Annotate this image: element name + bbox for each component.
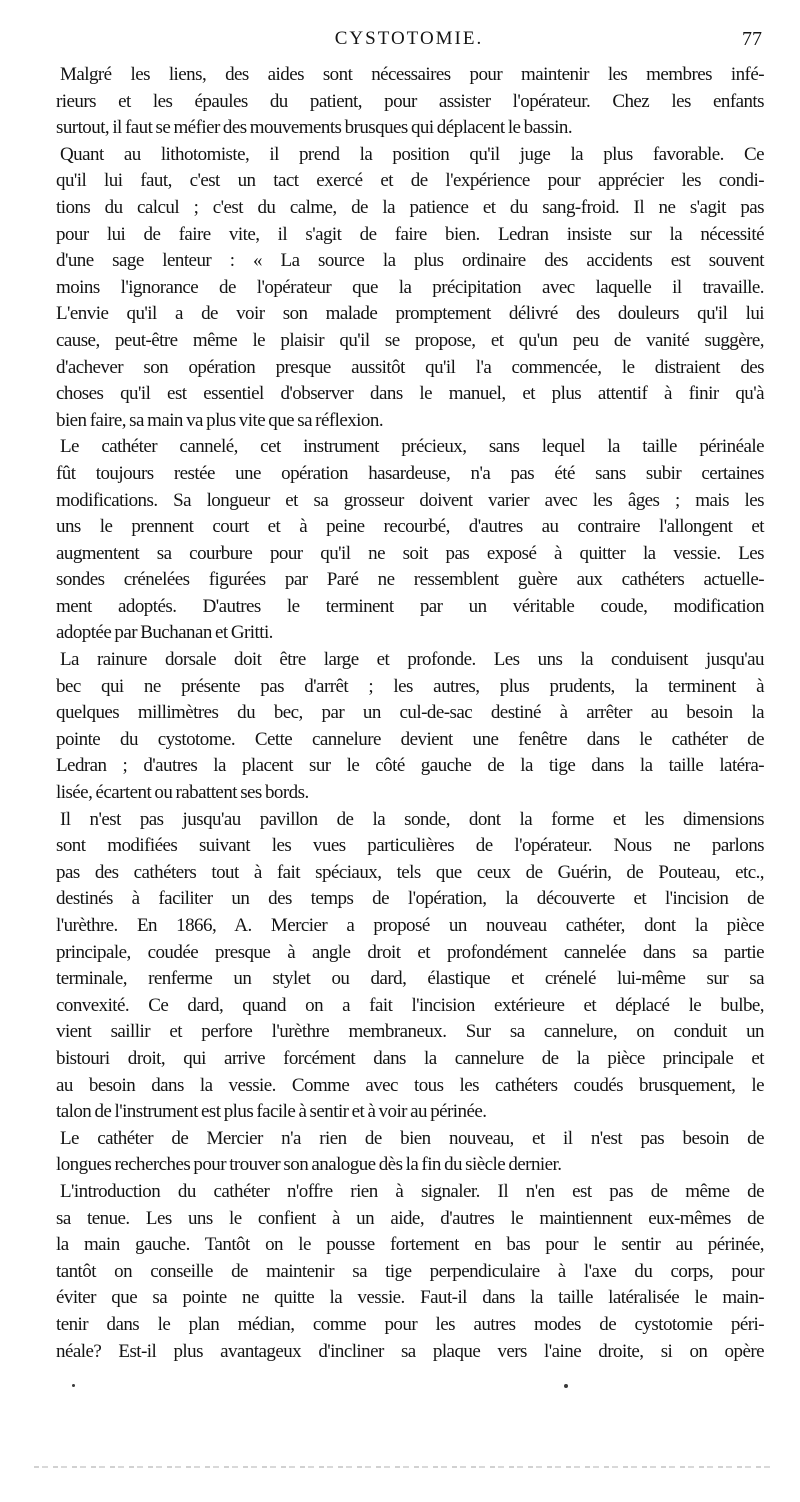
- running-title: CYSTOTOMIE.: [334, 28, 484, 49]
- text-line: Il n'est pas jusqu'au pavillon de la sonde, dont la forme et les dimensions: [60, 808, 764, 830]
- text-line: sondes crénelées figurées par Paré ne ressemblent guère aux cathéters actuelle-: [56, 569, 764, 591]
- text-line: augmentent sa courbure pour qu'il ne soit pas exposé à quitter la vessie. Les: [56, 542, 764, 564]
- text-line: destinés à faciliter un des temps de l'opération, la découverte et l'incision de: [56, 888, 764, 910]
- text-line: d'achever son opération presque aussitôt qu'il l'a commencée, le distraient des: [56, 356, 764, 378]
- text-line: terminale, renferme un stylet ou dard, élastique et crénelé lui-même sur sa: [56, 968, 764, 990]
- paragraph-3: [56, 434, 764, 647]
- paragraph-6: [56, 1126, 764, 1179]
- text-line: ment adoptés. D'autres le terminent par un véritable coude, modification: [56, 595, 764, 617]
- text-line: L'introduction du cathéter n'offre rien à signaler. Il n'en est pas de même de: [60, 1180, 764, 1202]
- text-line: L'envie qu'il a de voir son malade promptement délivré des douleurs qu'il lui: [56, 303, 764, 325]
- print-speck: [72, 1384, 75, 1387]
- text-line: pour lui de faire vite, il s'agit de faire bien. Ledran insiste sur la nécessité: [56, 223, 764, 245]
- page-number: 77: [742, 28, 762, 50]
- text-line: uns le prennent court et à peine recourbé, d'autres au contraire l'allongent et: [56, 516, 764, 538]
- paragraph-2: [56, 142, 764, 435]
- text-line: modifications. Sa longueur et sa grosseur doivent varier avec les âges ; mais les: [56, 489, 764, 511]
- text-line: vient saillir et perfore l'urèthre membraneux. Sur sa cannelure, on conduit un: [56, 1021, 764, 1043]
- text-line: choses qu'il est essentiel d'observer dans le manuel, et plus attentif à finir qu'à: [56, 383, 764, 405]
- text-line: surtout, il faut se méfier des mouvements brusques qui déplacent le bassin.: [56, 117, 573, 139]
- paragraph-1: [56, 62, 764, 142]
- text-line: pointe du cystotome. Cette cannelure devient une fenêtre dans le cathéter de: [56, 728, 764, 750]
- text-line: tantôt on conseille de maintenir sa tige perpendiculaire à l'axe du corps, pour: [56, 1260, 764, 1282]
- text-line: longues recherches pour trouver son analogue dès la fin du siècle dernier.: [56, 1154, 562, 1176]
- text-line: Quant au lithotomiste, il prend la position qu'il juge la plus favorable. Ce: [60, 143, 764, 165]
- text-line: sont modifiées suivant les vues particulières de l'opérateur. Nous ne parlons: [56, 835, 764, 857]
- print-speck: [564, 1384, 568, 1388]
- paragraph-4: [56, 647, 764, 807]
- body-text: [56, 62, 764, 1365]
- text-line: Le cathéter cannelé, cet instrument précieux, sans lequel la taille périnéale: [60, 436, 764, 458]
- text-line: bec qui ne présente pas d'arrêt ; les autres, plus prudents, la terminent à: [56, 675, 764, 697]
- text-line: principale, coudée presque à angle droit et profondément cannelée dans sa partie: [56, 941, 764, 963]
- text-line: talon de l'instrument est plus facile à sentir et à voir au périnée.: [56, 1101, 487, 1123]
- text-line: moins l'ignorance de l'opérateur que la précipitation avec laquelle il travaille.: [56, 276, 764, 298]
- text-line: pas des cathéters tout à fait spéciaux, tels que ceux de Guérin, de Pouteau, etc.,: [56, 861, 764, 883]
- text-line: bistouri droit, qui arrive forcément dans la cannelure de la pièce principale et: [56, 1047, 764, 1069]
- paragraph-5: [56, 807, 764, 1126]
- text-line: lisée, écartent ou rabattent ses bords.: [56, 782, 309, 804]
- text-line: Ledran ; d'autres la placent sur le côté gauche de la tige dans la taille latéra-: [56, 755, 764, 777]
- bottom-bleed-through: [34, 1466, 774, 1468]
- text-line: la main gauche. Tantôt on le pousse fortement en bas pour le sentir au périnée,: [56, 1234, 764, 1256]
- text-line: sa tenue. Les uns le confient à un aide, d'autres le maintiennent eux-mêmes de: [56, 1207, 764, 1229]
- text-line: La rainure dorsale doit être large et profonde. Les uns la conduisent jusqu'au: [60, 649, 764, 671]
- text-line: l'urèthre. En 1866, A. Mercier a proposé un nouveau cathéter, dont la pièce: [56, 915, 764, 936]
- text-line: Malgré les liens, des aides sont nécessaires pour maintenir les membres infé-: [60, 64, 764, 85]
- text-line: adoptée par Buchanan et Gritti.: [56, 622, 273, 644]
- text-line: d'une sage lenteur : « La source la plus ordinaire des accidents est souvent: [56, 250, 764, 272]
- text-line: fût toujours restée une opération hasardeuse, n'a pas été sans subir certaines: [56, 462, 764, 484]
- text-line: convexité. Ce dard, quand on a fait l'incision extérieure et déplacé le bulbe,: [56, 994, 764, 1016]
- text-line: Le cathéter de Mercier n'a rien de bien nouveau, et il n'est pas besoin de: [60, 1127, 764, 1149]
- text-line: tions du calcul ; c'est du calme, de la patience et du sang-froid. Il ne s'agit pas: [56, 196, 764, 218]
- text-line: bien faire, sa main va plus vite que sa réflexion.: [56, 409, 384, 431]
- text-line: rieurs et les épaules du patient, pour assister l'opérateur. Chez les enfants: [56, 90, 764, 112]
- paragraph-7: [56, 1179, 764, 1365]
- running-header: [56, 28, 762, 58]
- text-line: quelques millimètres du bec, par un cul-de-sac destiné à arrêter au besoin la: [56, 702, 764, 724]
- text-line: au besoin dans la vessie. Comme avec tous les cathéters coudés brusquement, le: [56, 1074, 764, 1096]
- text-line: cause, peut-être même le plaisir qu'il se propose, et qu'un peu de vanité suggère,: [56, 329, 764, 351]
- text-line: qu'il lui faut, c'est un tact exercé et de l'expérience pour apprécier les condi-: [56, 170, 764, 192]
- text-line: tenir dans le plan médian, comme pour les autres modes de cystotomie péri-: [56, 1313, 764, 1335]
- text-line: néale? Est-il plus avantageux d'incliner sa plaque vers l'aine droite, si on opère: [56, 1340, 764, 1362]
- text-line: éviter que sa pointe ne quitte la vessie. Faut-il dans la taille latéralisée le main-: [56, 1287, 764, 1309]
